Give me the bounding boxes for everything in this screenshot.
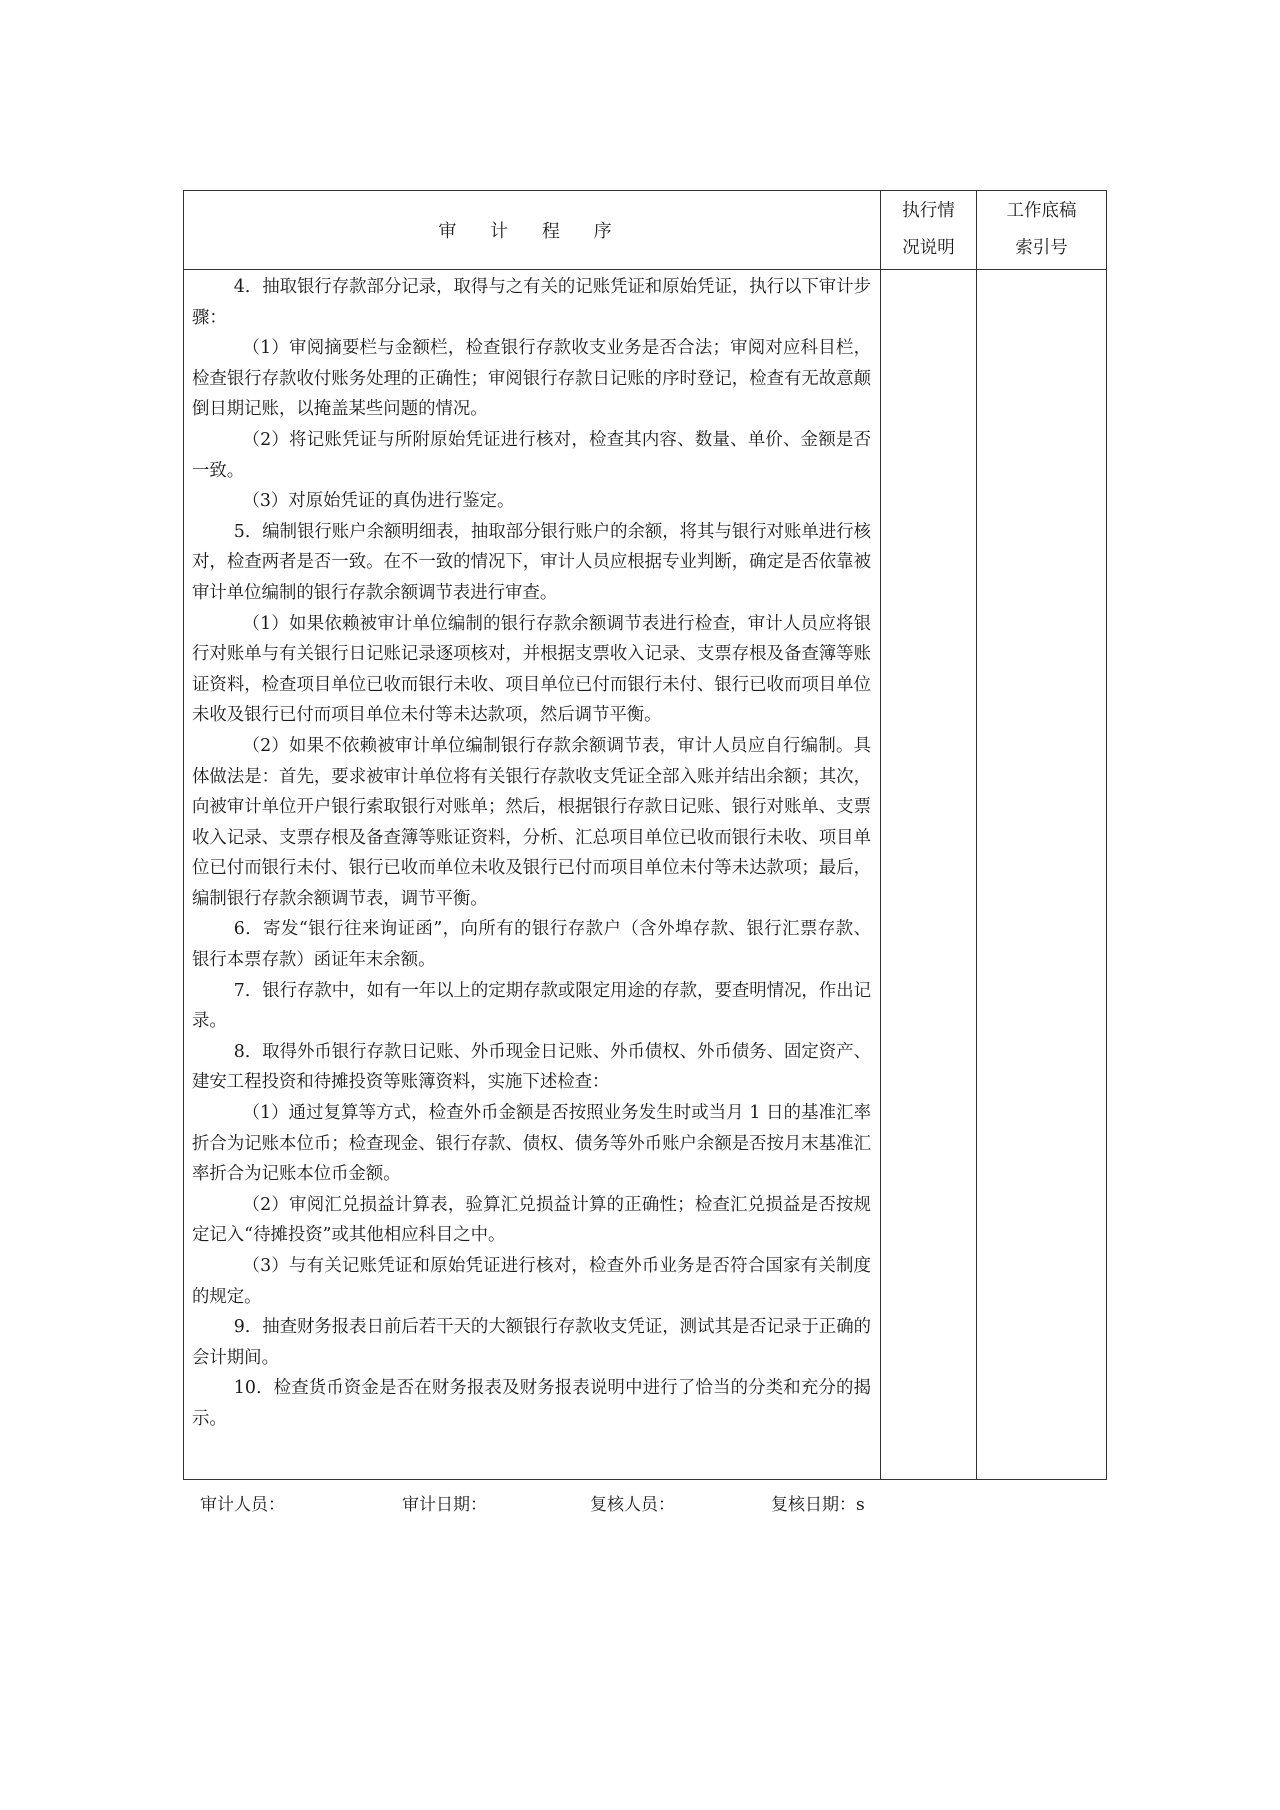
header-index-line1: 工作底稿 [1006,201,1077,221]
reviewer-label: 复核人员： [590,1495,675,1515]
procedure-paragraph: （3）对原始凭证的真伪进行鉴定。 [242,491,515,512]
procedure-paragraph: 7．银行存款中，如有一年以上的定期存款或限定用途的存款，要查明情况，作出记录。 [192,980,871,1032]
procedure-paragraph: （1）通过复算等方式，检查外币金额是否按照业务发生时或当月 1 日的基准汇率折合为记账本位币；检查现金、银行存款、债权、债务等外币账户余额是否按月末基准汇率折合为记账本位币金额。 [192,1103,871,1185]
working-paper-index-cell [977,270,1107,1480]
review-date-label: 复核日期：s [771,1495,865,1515]
auditor-label: 审计人员： [200,1495,285,1515]
audit-procedure-table [183,190,1107,1480]
audit-date-label: 审计日期： [402,1495,487,1515]
procedure-paragraph: 8．取得外币银行存款日记账、外币现金日记账、外币债权、外币债务、固定资产、建安工程投资和待摊投资等账簿资料，实施下述检查： [192,1041,871,1093]
procedure-paragraph: （3）与有关记账凭证和原始凭证进行核对，检查外币业务是否符合国家有关制度的规定。 [192,1256,871,1307]
header-execution-line1: 执行情 [902,201,955,221]
signature-footer [200,1490,1100,1520]
procedure-paragraph: 4．抽取银行存款部分记录，取得与之有关的记账凭证和原始凭证，执行以下审计步骤： [192,277,871,328]
procedure-paragraph: 9．抽查财务报表日前后若干天的大额银行存款收支凭证，测试其是否记录于正确的会计期间。 [192,1317,871,1368]
procedure-paragraph: （1）如果依赖被审计单位编制的银行存款余额调节表进行检查，审计人员应将银行对账单与有关银行日记账记录逐项核对，并根据支票收入记录、支票存根及备查簿等账证资料，检查项目单位已收而银行未收、项目单位已付而银行未付、银行已收而项目单位未收及银行已付而项目单位未付等未达款项，然后调节平衡。 [192,613,871,726]
header-execution-line2: 况说明 [902,238,955,258]
header-procedure: 审 计 程 序 [184,191,881,270]
procedure-paragraph: （1）审阅摘要栏与金额栏，检查银行存款收支业务是否合法；审阅对应科目栏，检查银行存款收付账务处理的正确性；审阅银行存款日记账的序时登记，检查有无故意颠倒日期记账，以掩盖某些问题的情况。 [192,338,871,420]
procedure-text-cell [184,270,881,1480]
procedure-paragraph: 10．检查货币资金是否在财务报表及财务报表说明中进行了恰当的分类和充分的揭示。 [192,1378,871,1429]
procedure-paragraph: 5．编制银行账户余额明细表，抽取部分银行账户的余额，将其与银行对账单进行核对，检查两者是否一致。在不一致的情况下，审计人员应根据专业判断，确定是否依靠被审计单位编制的银行存款余额调节表进行审查。 [192,521,871,603]
header-index-line2: 索引号 [1015,238,1068,258]
procedure-paragraph: （2）将记账凭证与所附原始凭证进行核对，检查其内容、数量、单价、金额是否一致。 [192,429,871,481]
header-index [977,191,1107,270]
procedure-paragraph: （2）审阅汇兑损益计算表，验算汇兑损益计算的正确性；检查汇兑损益是否按规定记入“待摊投资”或其他相应科目之中。 [192,1194,871,1246]
table-header-row [184,191,1107,270]
procedure-paragraph: （2）如果不依赖被审计单位编制银行存款余额调节表，审计人员应自行编制。具体做法是：首先，要求被审计单位将有关银行存款收支凭证全部入账并结出余额；其次，向被审计单位开户银行索取银行对账单；然后，根据银行存款日记账、银行对账单、支票收入记录、支票存根及备查簿等账证资料，分析、汇总项目单位已收而银行未收、项目单位已付而银行未付、银行已收而单位未收及银行已付而项目单位未付等未达款项；最后，编制银行存款余额调节表，调节平衡。 [192,735,871,909]
execution-notes-cell [881,270,977,1480]
procedure-paragraph: 6．寄发“银行往来询证函”，向所有的银行存款户（含外埠存款、银行汇票存款、银行本票存款）函证年末余额。 [192,919,871,971]
table-body-row [184,270,1107,1480]
header-execution [881,191,977,270]
